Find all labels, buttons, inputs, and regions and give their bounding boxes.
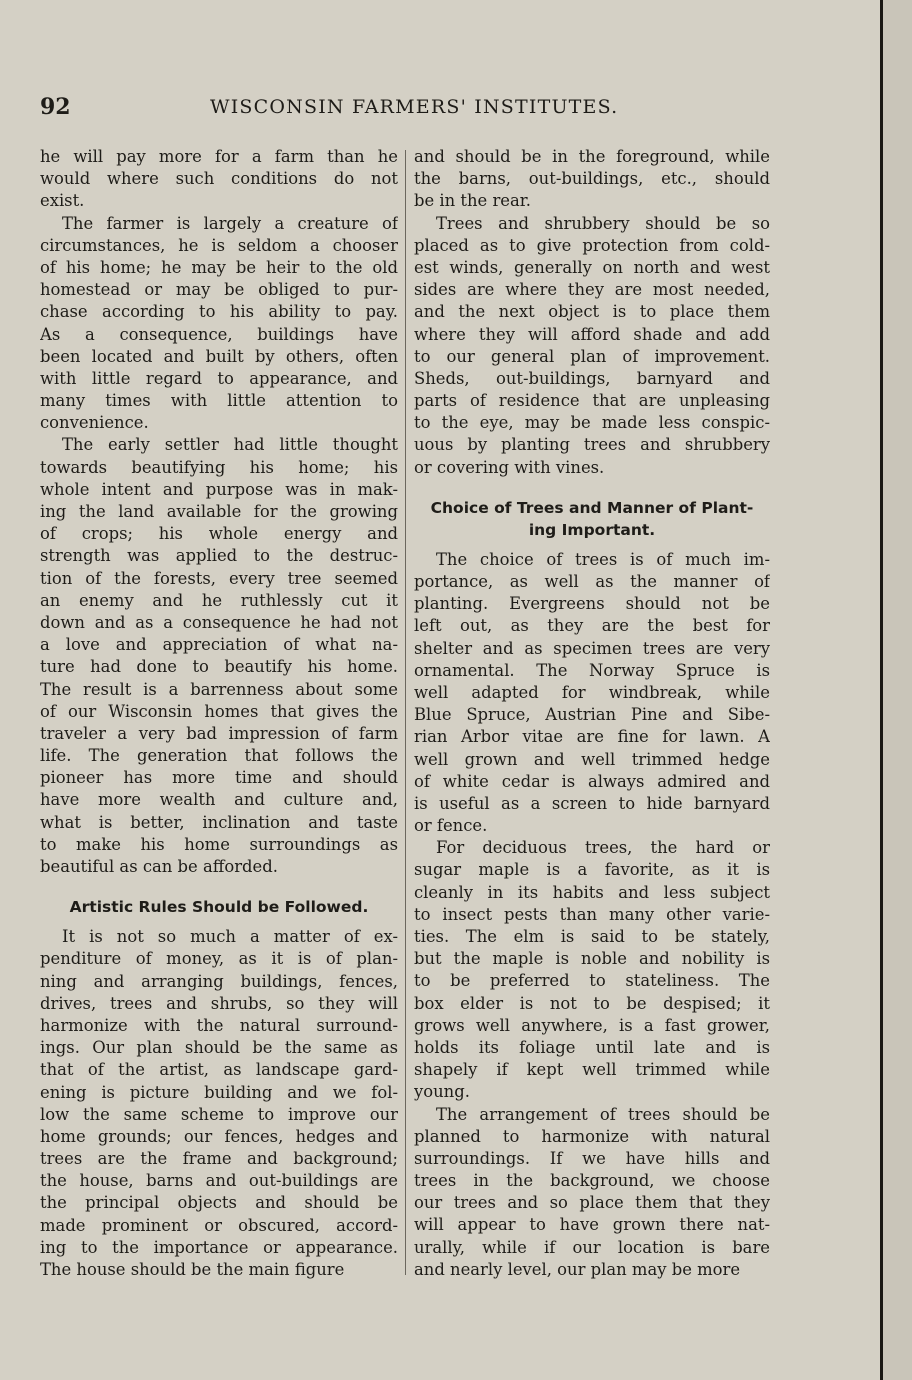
paragraph-gap — [40, 918, 398, 926]
text-line: planned to harmonize with natural — [414, 1126, 770, 1146]
text-line: The house should be the main figure — [40, 1260, 345, 1279]
text-line: home grounds; our fences, hedges and — [40, 1126, 398, 1146]
text-line: to insect pests than many other varie- — [414, 904, 770, 924]
page-header — [40, 94, 780, 124]
text-line: ornamental. The Norway Spruce is — [414, 660, 770, 680]
text-line: ing to the importance or appearance. — [40, 1237, 398, 1257]
page-edge-shadow — [883, 0, 912, 1380]
text-line: or covering with vines. — [414, 457, 605, 477]
text-line: Sheds, out-buildings, barnyard and — [414, 368, 770, 388]
text-line: box elder is not to be despised; it — [414, 993, 770, 1013]
text-line: with little regard to appearance, and — [40, 368, 398, 388]
text-line: the house, barns and out-buildings are — [40, 1171, 398, 1191]
text-line: placed as to give protection from cold- — [414, 235, 770, 255]
text-line: is useful as a screen to hide barnyard — [414, 793, 770, 813]
text-line: he will pay more for a farm than he — [40, 147, 398, 166]
text-line: well grown and well trimmed hedge — [414, 749, 770, 769]
text-line: urally, while if our location is bare — [414, 1237, 770, 1257]
text-line: chase according to his ability to pay. — [40, 302, 398, 322]
text-line: but the maple is noble and nobility is — [414, 949, 770, 969]
text-line: have more wealth and culture and, — [40, 790, 398, 810]
text-line: of his home; he may be heir to the old — [40, 257, 398, 277]
text-line: trees are the frame and background; — [40, 1149, 398, 1169]
text-line: ties. The elm is said to be stately, — [414, 927, 770, 946]
text-line: to make his home surroundings as — [40, 834, 398, 854]
text-line: sides are where they are most needed, — [414, 280, 770, 300]
text-line: ture had done to beautify his home. — [40, 657, 398, 677]
text-line: made prominent or obscured, accord- — [40, 1215, 398, 1235]
paragraph-gap — [414, 541, 770, 549]
section-heading: ing Important. — [528, 520, 656, 539]
text-line: strength was applied to the destruc- — [40, 546, 398, 566]
text-line: pioneer has more time and should — [40, 768, 398, 788]
text-line: planting. Evergreens should not be — [414, 594, 770, 614]
text-line: Trees and shrubbery should be so — [436, 213, 770, 233]
running-title: WISCONSIN FARMERS' INSTITUTES. — [210, 96, 619, 118]
text-line: uous by planting trees and shrubbery — [414, 435, 770, 455]
text-line: est winds, generally on north and west — [414, 257, 770, 277]
text-line: what is better, inclination and taste — [40, 812, 398, 832]
text-line: For deciduous trees, the hard or — [436, 838, 770, 858]
text-line: of our Wisconsin homes that gives the — [40, 701, 398, 721]
text-line: whole intent and purpose was in mak- — [40, 479, 398, 499]
text-line: trees in the background, we choose — [414, 1171, 770, 1191]
text-line: an enemy and he ruthlessly cut it — [40, 590, 398, 610]
text-line: cleanly in its habits and less subject — [414, 882, 770, 902]
column-divider — [405, 150, 406, 1275]
text-line: rian Arbor vitae are fine for lawn. A — [414, 727, 770, 747]
right-column — [414, 146, 770, 1281]
text-line: traveler a very bad impression of farm — [40, 723, 398, 743]
paragraph-gap — [40, 878, 398, 896]
text-line: and nearly level, our plan may be more — [414, 1259, 741, 1279]
text-line: many times with little attention to — [40, 391, 398, 411]
section-heading: Choice of Trees and Manner of Plant- — [430, 498, 754, 517]
paragraph-gap — [414, 479, 770, 497]
page-number: 92 — [40, 94, 71, 120]
text-line: of crops; his whole energy and — [40, 524, 398, 544]
text-line: a love and appreciation of what na- — [40, 635, 398, 655]
text-line: grows well anywhere, is a fast grower, — [414, 1015, 770, 1035]
text-line: convenience. — [40, 413, 149, 433]
text-line: ning and arranging buildings, fences, — [40, 971, 398, 991]
text-line: ings. Our plan should be the same as — [40, 1038, 398, 1058]
text-line: As a consequence, buildings have — [40, 324, 398, 344]
text-line: left out, as they are the best for — [414, 616, 770, 636]
text-line: the barns, out-buildings, etc., should — [414, 169, 770, 189]
text-line: The early settler had little thought — [62, 435, 398, 455]
text-line: well adapted for windbreak, while — [414, 682, 770, 702]
text-line: penditure of money, as it is of plan- — [40, 949, 398, 969]
text-line: drives, trees and shrubs, so they will — [40, 993, 398, 1013]
text-line: surroundings. If we have hills and — [414, 1148, 770, 1168]
text-line: The result is a barrenness about some — [40, 679, 398, 699]
text-line: that of the artist, as landscape gard- — [40, 1060, 398, 1080]
text-line: shapely if kept well trimmed while — [414, 1060, 770, 1080]
text-line: ing the land available for the growing — [40, 502, 398, 521]
text-line: harmonize with the natural surround- — [40, 1015, 398, 1035]
text-line: our trees and so place them that they — [414, 1193, 770, 1213]
text-line: where they will afford shade and add — [414, 324, 770, 344]
text-line: sugar maple is a favorite, as it is — [414, 860, 770, 880]
text-line: to be preferred to stateliness. The — [414, 971, 770, 991]
text-line: holds its foliage until late and is — [414, 1037, 770, 1057]
text-line: The choice of trees is of much im- — [436, 549, 770, 569]
page-edge-line — [880, 0, 883, 1380]
text-line: and the next object is to place them — [414, 302, 770, 322]
text-line: towards beautifying his home; his — [40, 457, 398, 477]
text-line: circumstances, he is seldom a chooser — [40, 235, 398, 255]
text-line: exist. — [40, 191, 85, 211]
text-line: of white cedar is always admired and — [414, 771, 770, 791]
text-line: low the same scheme to improve our — [40, 1104, 398, 1124]
text-line: would where such conditions do not — [40, 169, 398, 189]
text-line: ening is picture building and we fol- — [40, 1082, 398, 1102]
text-line: tion of the forests, every tree seemed — [40, 568, 398, 588]
text-line: parts of residence that are unpleasing — [414, 391, 770, 411]
text-line: The farmer is largely a creature of — [62, 213, 398, 233]
text-line: shelter and as specimen trees are very — [414, 638, 770, 658]
text-line: young. — [414, 1082, 470, 1102]
text-line: Blue Spruce, Austrian Pine and Sibe- — [414, 705, 770, 725]
text-line: been located and built by others, often — [40, 346, 398, 366]
text-line: the principal objects and should be — [40, 1193, 398, 1213]
text-line: portance, as well as the manner of — [414, 572, 770, 591]
text-line: life. The generation that follows the — [40, 746, 398, 766]
text-line: homestead or may be obliged to pur- — [40, 280, 398, 300]
text-line: or fence. — [414, 816, 488, 836]
left-column — [40, 146, 398, 1281]
text-line: to our general plan of improvement. — [414, 346, 770, 366]
section-heading: Artistic Rules Should be Followed. — [69, 898, 369, 917]
text-line: be in the rear. — [414, 191, 532, 211]
text-line: to the eye, may be made less conspic- — [414, 413, 770, 433]
text-line: The arrangement of trees should be — [436, 1104, 770, 1124]
text-line: down and as a consequence he had not — [40, 612, 398, 632]
text-line: will appear to have grown there nat- — [414, 1215, 770, 1235]
text-line: and should be in the foreground, while — [414, 147, 770, 166]
text-line: It is not so much a matter of ex- — [62, 927, 398, 947]
text-line: beautiful as can be afforded. — [40, 857, 278, 876]
